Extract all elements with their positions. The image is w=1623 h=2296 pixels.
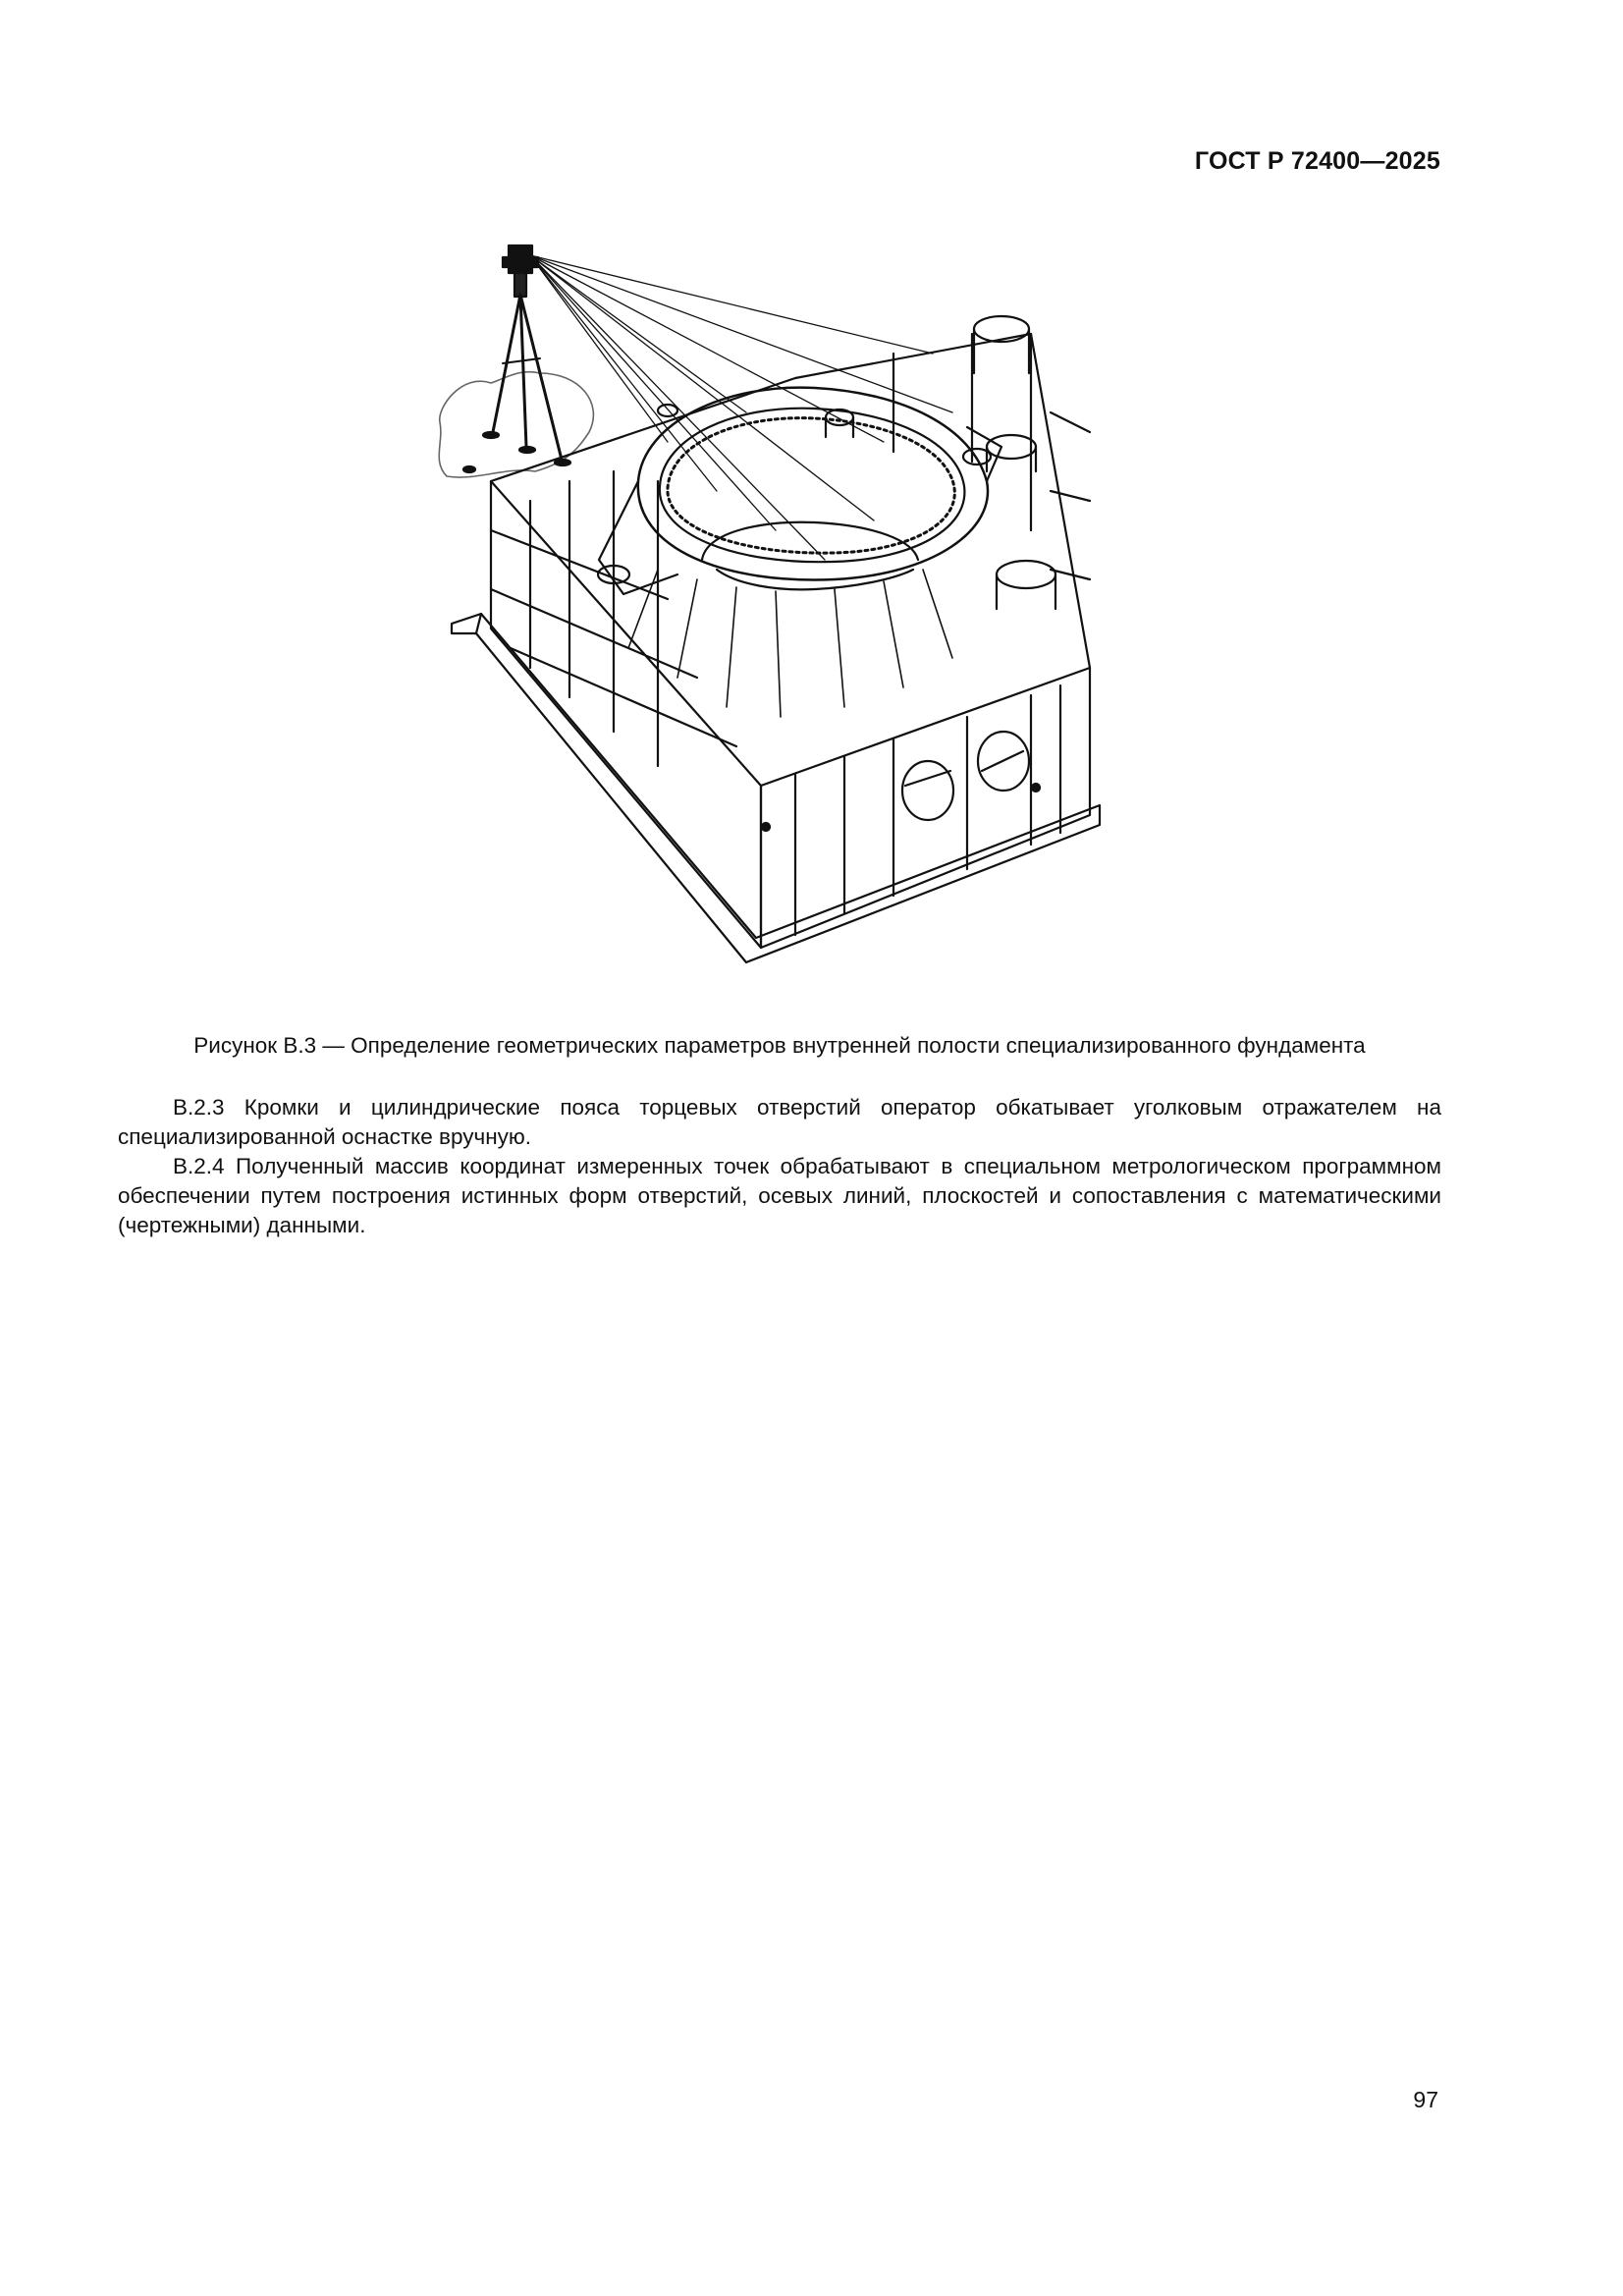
foundation-drawing: [422, 236, 1139, 1002]
page-number: 97: [1413, 2087, 1438, 2112]
marker-dot: [1032, 784, 1040, 792]
rear-walls: [491, 334, 1090, 668]
document-standard-header: ГОСТ Р 72400—2025: [1194, 147, 1440, 175]
paragraph-b-2-3: В.2.3 Кромки и цилиндрические пояса торцевых отверстий оператор обкатывает уголковым отражателем на специализированной оснастке вручную.: [118, 1095, 1441, 1149]
figure-caption: Рисунок В.3 — Определение геометрических параметров внутренней полости специализированного фундамента: [193, 1033, 1366, 1058]
marker-dot: [762, 823, 770, 831]
body-text: [118, 1093, 1441, 1240]
measurement-rays: [530, 255, 952, 560]
wall-hole-1: [902, 761, 953, 820]
front-wall: [761, 668, 1090, 948]
paragraph-b-2-4: В.2.4 Полученный массив координат измеренных точек обрабатывают в специальном метрологическом программном обеспечении путем построения истинных форм отверстий, осевых линий, плоскостей и сопоставления с математическими (чертежными) данными.: [118, 1154, 1441, 1237]
left-wall: [491, 481, 761, 948]
left-wall-ribs: [491, 471, 736, 766]
bolt-cylinders: [826, 316, 1055, 609]
inner-radial-ribs: [628, 570, 952, 717]
front-stiffeners: [795, 685, 1060, 935]
figure-foundation-measurement: [422, 236, 1139, 1002]
